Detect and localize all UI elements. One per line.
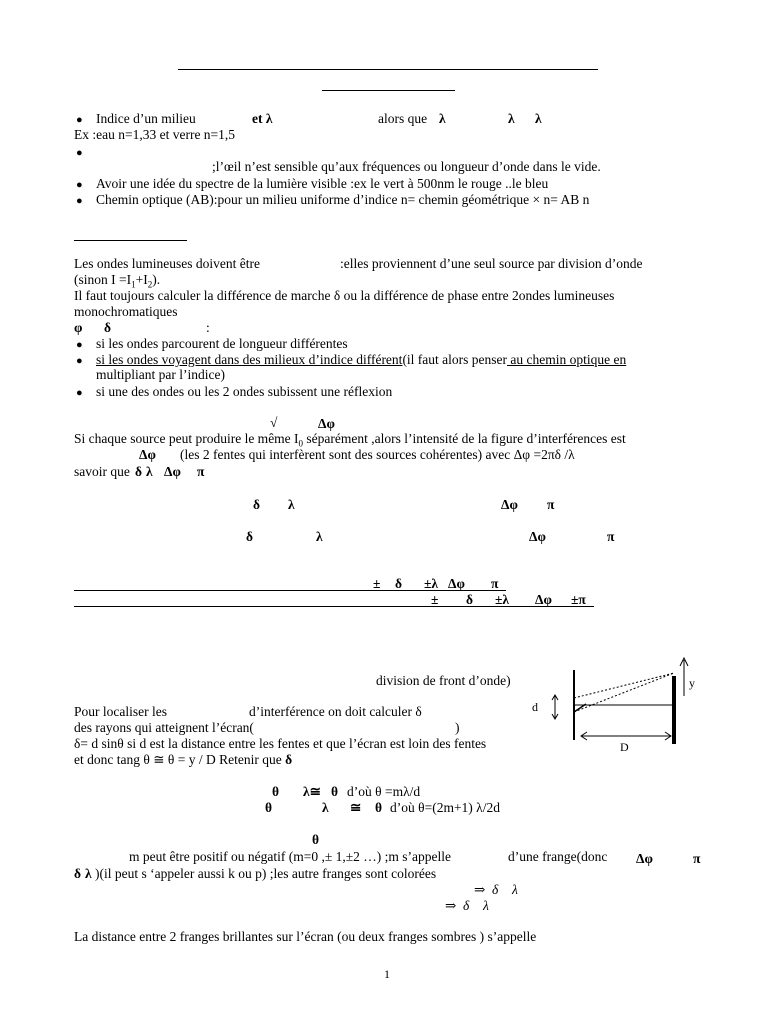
- bullet: ●: [76, 147, 83, 159]
- bullet: ●: [76, 339, 83, 351]
- cond-rule-2: [74, 606, 594, 607]
- coh-line-1b: :elles proviennent d’une seul source par division d’onde: [340, 256, 643, 271]
- cond-r4-pi: ±π: [571, 592, 586, 607]
- fr-line-5b: ≅: [153, 752, 165, 767]
- fr-line-5a: et donc tang θ: [74, 752, 154, 767]
- d-label: d: [532, 700, 538, 714]
- intro-line-1f: λ: [535, 111, 542, 126]
- intro-line-4: ;l’œil n’est sensible qu’aux fréquences ou longueur d’onde dans le vide.: [212, 159, 601, 174]
- cond-r2-pi: π: [607, 529, 615, 544]
- fr-eq2-text: d’où θ=(2m+1) λ/2d: [390, 800, 500, 815]
- intro-line-1d: λ: [439, 111, 446, 126]
- cond-r3-dphi: Δφ: [448, 576, 465, 591]
- intro-line-5: Avoir une idée du spectre de la lumière visible :ex le vert à 500nm le rouge ..le bleu: [96, 176, 549, 191]
- int-line-3a: Δφ: [139, 447, 156, 462]
- fr-m-line-1d: π: [693, 851, 701, 866]
- int-line-4a: savoir que: [74, 464, 130, 479]
- coh-bullet-2c: au chemin optique en: [507, 352, 627, 367]
- double-slit-diagram: [528, 652, 708, 772]
- coh-line-5a: φ: [74, 320, 83, 335]
- fr-arrow-2c: λ: [483, 898, 489, 913]
- cond-r4-dphi: Δφ: [535, 592, 552, 607]
- int-line-1a: √: [270, 415, 278, 430]
- fr-m-line-1a: m peut être positif ou négatif (m=0 ,± 1,±2 …) ;m s’appelle: [129, 849, 451, 864]
- bullet: ●: [76, 355, 83, 367]
- fr-eq1-theta2: θ: [331, 784, 339, 799]
- int-line-2b: 0: [298, 438, 304, 449]
- fr-m-line-2c: )(il peut s ‘appeler aussi k ou p) ;les autre franges sont colorées: [95, 866, 437, 881]
- fr-line-2a: Pour localiser les: [74, 704, 167, 719]
- intro-line-1e: λ: [508, 111, 515, 126]
- cond-r2-delta: δ: [246, 529, 254, 544]
- D-label: D: [620, 740, 629, 754]
- int-line-3b: (les 2 fentes qui interfèrent sont des sources cohérentes) avec Δφ =2πδ /λ: [180, 447, 575, 462]
- fr-arrow-1a: ⇒: [474, 882, 486, 897]
- fr-arrow-1c: λ: [512, 882, 518, 897]
- fr-m-line-1b: d’une frange(donc: [508, 849, 608, 864]
- fr-eq1-text: d’où θ =mλ/d: [347, 784, 421, 799]
- fr-eq2-theta: θ: [265, 800, 273, 815]
- int-line-4c: λ: [146, 464, 153, 479]
- cond-r3-lambda: ±λ: [424, 576, 439, 591]
- cond-r3-pi: π: [491, 576, 499, 591]
- int-line-2: [74, 431, 626, 447]
- subtitle-rule: [322, 90, 455, 91]
- fr-line-1: division de front d’onde): [376, 673, 511, 688]
- fr-eq1-lambda: λ≅: [303, 784, 321, 799]
- coh-bullet-2: [96, 352, 626, 368]
- cond-r4-delta: δ: [466, 592, 474, 607]
- cond-r2-lambda: λ: [316, 529, 323, 544]
- cond-r1-delta: δ: [253, 497, 261, 512]
- int-line-4e: π: [197, 464, 205, 479]
- coh-line-5c: :: [206, 320, 210, 335]
- coh-line-4: monochromatiques: [74, 304, 178, 319]
- intro-line-1a: Indice d’un milieu: [96, 111, 196, 126]
- ray-2: [574, 673, 674, 712]
- coh-bullet-2d: multipliant par l’indice): [96, 367, 225, 382]
- int-line-4d: Δφ: [164, 464, 181, 479]
- cond-r2-dphi: Δφ: [529, 529, 546, 544]
- int-line-1b: Δφ: [318, 416, 335, 431]
- coh-line-2e: ).: [152, 272, 161, 287]
- fr-m-line-1c: Δφ: [636, 851, 653, 866]
- coh-line-2b: 1: [131, 279, 136, 290]
- cond-r1-pi: π: [547, 497, 555, 512]
- ray-1: [574, 673, 674, 698]
- intro-line-1b: et λ: [252, 111, 273, 126]
- intro-line-2: Ex :eau n=1,33 et verre n=1,5: [74, 127, 236, 142]
- coh-line-3: Il faut toujours calculer la différence de marche δ ou la différence de phase entre 2ondes lumineuses: [74, 288, 615, 303]
- cond-r3-pm: ±: [373, 576, 381, 591]
- int-line-2c: séparément ,alors l’intensité de la figure d’interférences est: [303, 431, 626, 446]
- y-label: y: [689, 676, 695, 690]
- coh-bullet-1: si les ondes parcourent de longueur différentes: [96, 336, 348, 351]
- fr-arrow-2b: δ: [463, 898, 470, 913]
- cond-r4-lambda: ±λ: [495, 592, 510, 607]
- page-number: 1: [384, 967, 390, 981]
- fr-eq2-theta2: θ: [375, 800, 383, 815]
- coh-line-1a: Les ondes lumineuses doivent être: [74, 256, 260, 271]
- fr-arrow-2a: ⇒: [445, 898, 457, 913]
- fr-last-line: La distance entre 2 franges brillantes sur l’écran (ou deux franges sombres ) s’appelle: [74, 929, 537, 944]
- intro-line-6a: Chemin optique (AB):pour un milieu uniforme d’indice n= chemin géométrique: [96, 192, 533, 207]
- fr-line-4: δ= d sinθ si d est la distance entre les fentes et que l’écran est loin des fentes: [74, 736, 487, 751]
- section-rule: [74, 240, 187, 241]
- coh-line-5b: δ: [104, 320, 112, 335]
- coh-bullet-3: si une des ondes ou les 2 ondes subissent une réflexion: [96, 384, 393, 399]
- intro-line-6c: n= AB n: [540, 192, 590, 207]
- fr-eq1-theta: θ: [272, 784, 280, 799]
- cond-r1-lambda: λ: [288, 497, 295, 512]
- coh-line-2a: (sinon I =I: [74, 272, 132, 287]
- int-line-4b: δ: [135, 464, 143, 479]
- bullet: ●: [76, 387, 83, 399]
- bullet: ●: [76, 179, 83, 191]
- cond-r4-pm: ±: [431, 592, 439, 607]
- bullet: ●: [76, 195, 83, 207]
- fr-eq3-theta: θ: [312, 832, 320, 847]
- cond-r3-delta: δ: [395, 576, 403, 591]
- fr-line-3b: ): [455, 720, 460, 735]
- fr-line-5: [74, 752, 292, 768]
- coh-bullet-2a: si les ondes voyagent dans des milieux d’indice différent: [96, 352, 403, 367]
- cond-rule-1: [74, 590, 506, 591]
- intro-line-6b: ×: [532, 192, 541, 207]
- title-rule: [178, 69, 598, 70]
- fr-m-line-2a: δ: [74, 866, 82, 881]
- fr-line-2b: d’interférence on doit calculer δ: [249, 704, 422, 719]
- fr-line-5c: θ = y / D Retenir que: [164, 752, 286, 767]
- intro-line-6: [96, 192, 589, 208]
- fr-line-5d: δ: [285, 752, 293, 767]
- fr-eq2-lambda: λ: [322, 800, 329, 815]
- fr-m-line-2b: λ: [85, 866, 92, 881]
- int-line-2a: Si chaque source peut produire le même I: [74, 431, 299, 446]
- intro-line-1c: alors que: [378, 111, 428, 126]
- fr-eq2-approx: ≅: [350, 800, 362, 815]
- fr-arrow-1b: δ: [492, 882, 499, 897]
- cond-r1-dphi: Δφ: [501, 497, 518, 512]
- bullet: ●: [76, 114, 83, 126]
- coh-line-2c: +I: [135, 272, 148, 287]
- fr-line-3a: des rayons qui atteignent l’écran(: [74, 720, 254, 735]
- coh-line-2: [74, 272, 160, 288]
- coh-line-2d: 2: [147, 279, 153, 290]
- coh-bullet-2b: (il faut alors penser: [402, 352, 508, 367]
